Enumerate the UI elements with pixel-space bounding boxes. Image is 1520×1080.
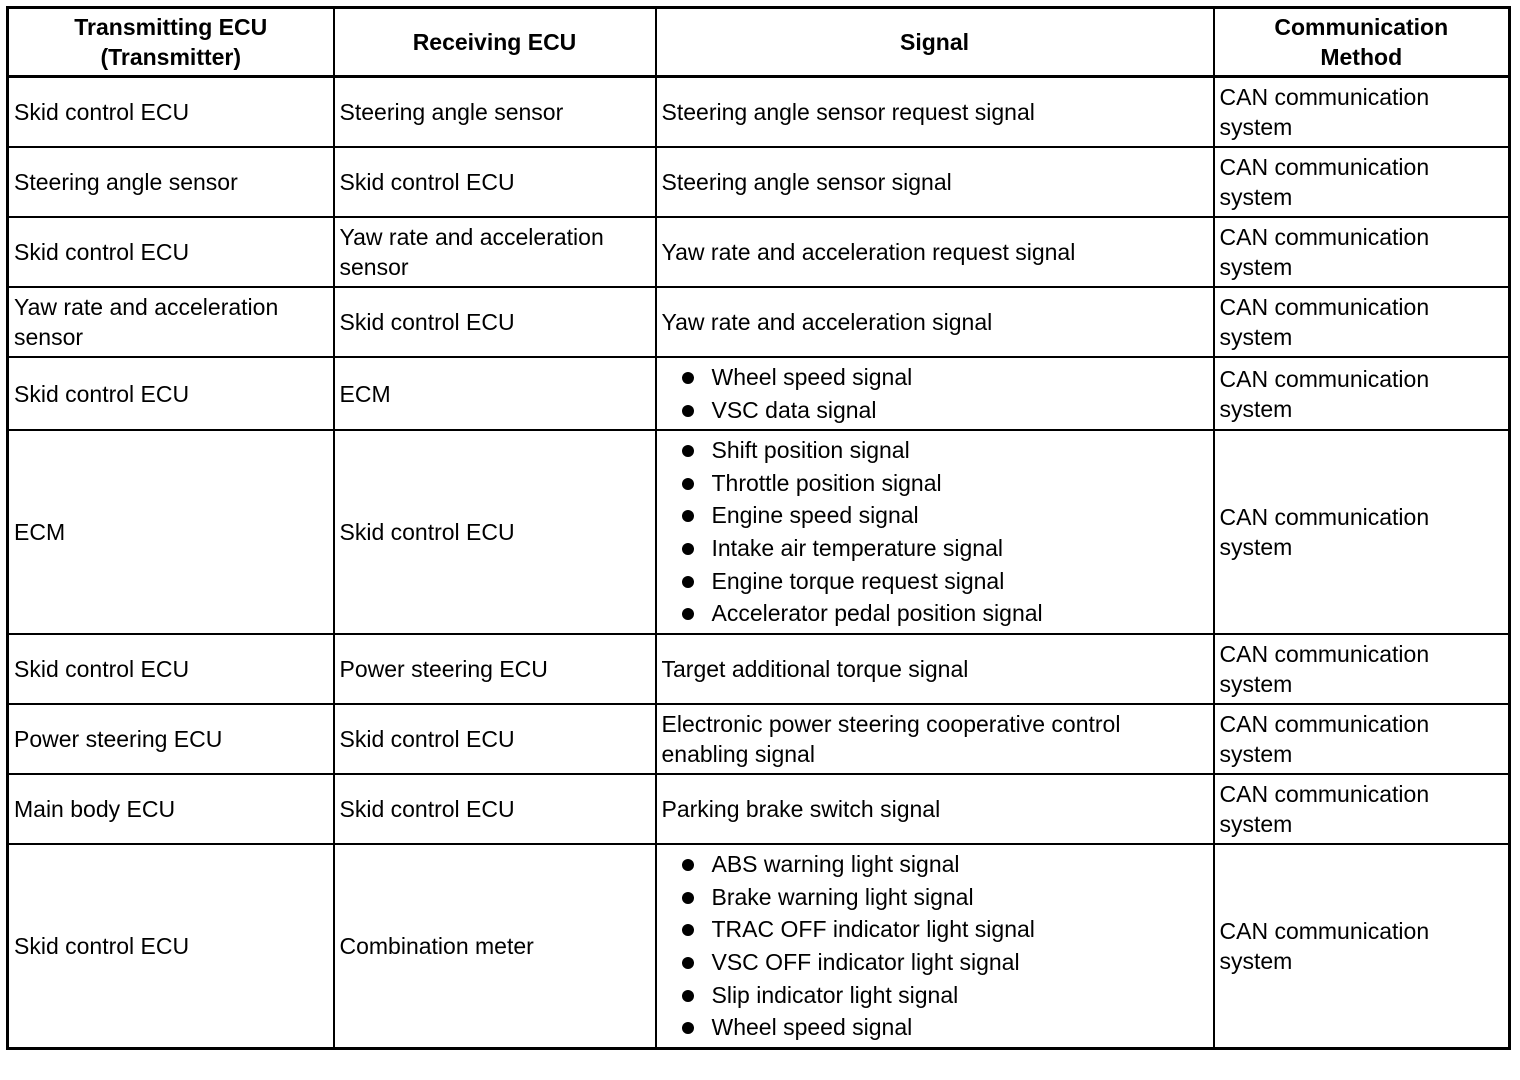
ecu-communication-table [6, 6, 1511, 1050]
receiver-cell: Skid control ECU [334, 147, 656, 217]
receiver-cell: Skid control ECU [334, 287, 656, 357]
method-cell: CAN communication system [1214, 147, 1510, 217]
table-row [8, 287, 1510, 357]
receiver-cell: Yaw rate and acceleration sensor [334, 217, 656, 287]
method-cell: CAN communication system [1214, 287, 1510, 357]
signal-cell [656, 357, 1214, 430]
method-cell: CAN communication system [1214, 357, 1510, 430]
table-row [8, 704, 1510, 774]
signal-list-item: Shift position signal [682, 434, 1208, 467]
signal-cell: Steering angle sensor signal [656, 147, 1214, 217]
table-row [8, 357, 1510, 430]
signal-list-item: Brake warning light signal [682, 881, 1208, 914]
signal-list-item: VSC data signal [682, 394, 1208, 427]
transmitter-cell: Skid control ECU [8, 217, 334, 287]
signal-cell [656, 844, 1214, 1049]
transmitter-cell: ECM [8, 430, 334, 634]
transmitter-cell: Yaw rate and acceleration sensor [8, 287, 334, 357]
signal-list-item: Throttle position signal [682, 467, 1208, 500]
signal-cell: Yaw rate and acceleration signal [656, 287, 1214, 357]
table-row [8, 147, 1510, 217]
table-header-row [8, 8, 1510, 77]
transmitter-cell: Steering angle sensor [8, 147, 334, 217]
header-receiver: Receiving ECU [334, 8, 656, 77]
transmitter-cell: Skid control ECU [8, 634, 334, 704]
table-row [8, 634, 1510, 704]
table-row [8, 77, 1510, 148]
transmitter-cell: Main body ECU [8, 774, 334, 844]
receiver-cell: Combination meter [334, 844, 656, 1049]
table-row [8, 430, 1510, 634]
signal-cell [656, 430, 1214, 634]
signal-list-item: Accelerator pedal position signal [682, 597, 1208, 630]
method-cell: CAN communication system [1214, 844, 1510, 1049]
transmitter-cell: Skid control ECU [8, 77, 334, 148]
header-signal: Signal [656, 8, 1214, 77]
signal-list-item: Engine speed signal [682, 499, 1208, 532]
signal-cell: Parking brake switch signal [656, 774, 1214, 844]
signal-list-item: Slip indicator light signal [682, 979, 1208, 1012]
transmitter-cell: Skid control ECU [8, 357, 334, 430]
signal-list-item: ABS warning light signal [682, 848, 1208, 881]
table-row [8, 844, 1510, 1049]
receiver-cell: Steering angle sensor [334, 77, 656, 148]
receiver-cell: Skid control ECU [334, 430, 656, 634]
receiver-cell: Power steering ECU [334, 634, 656, 704]
signal-list-item: VSC OFF indicator light signal [682, 946, 1208, 979]
signal-cell: Electronic power steering cooperative control enabling signal [656, 704, 1214, 774]
transmitter-cell: Power steering ECU [8, 704, 334, 774]
signal-list-item: Intake air temperature signal [682, 532, 1208, 565]
header-transmitter: Transmitting ECU (Transmitter) [8, 8, 334, 77]
table-row [8, 217, 1510, 287]
method-cell: CAN communication system [1214, 704, 1510, 774]
signal-list [662, 848, 1208, 1044]
method-cell: CAN communication system [1214, 217, 1510, 287]
method-cell: CAN communication system [1214, 634, 1510, 704]
signal-cell: Steering angle sensor request signal [656, 77, 1214, 148]
receiver-cell: Skid control ECU [334, 704, 656, 774]
signal-list [662, 361, 1208, 426]
transmitter-cell: Skid control ECU [8, 844, 334, 1049]
signal-list-item: TRAC OFF indicator light signal [682, 913, 1208, 946]
header-method: Communication Method [1214, 8, 1510, 77]
signal-list-item: Wheel speed signal [682, 361, 1208, 394]
method-cell: CAN communication system [1214, 774, 1510, 844]
method-cell: CAN communication system [1214, 77, 1510, 148]
method-cell: CAN communication system [1214, 430, 1510, 634]
signal-cell: Target additional torque signal [656, 634, 1214, 704]
receiver-cell: Skid control ECU [334, 774, 656, 844]
receiver-cell: ECM [334, 357, 656, 430]
signal-list [662, 434, 1208, 630]
signal-list-item: Wheel speed signal [682, 1011, 1208, 1044]
signal-cell: Yaw rate and acceleration request signal [656, 217, 1214, 287]
signal-list-item: Engine torque request signal [682, 565, 1208, 598]
table-row [8, 774, 1510, 844]
